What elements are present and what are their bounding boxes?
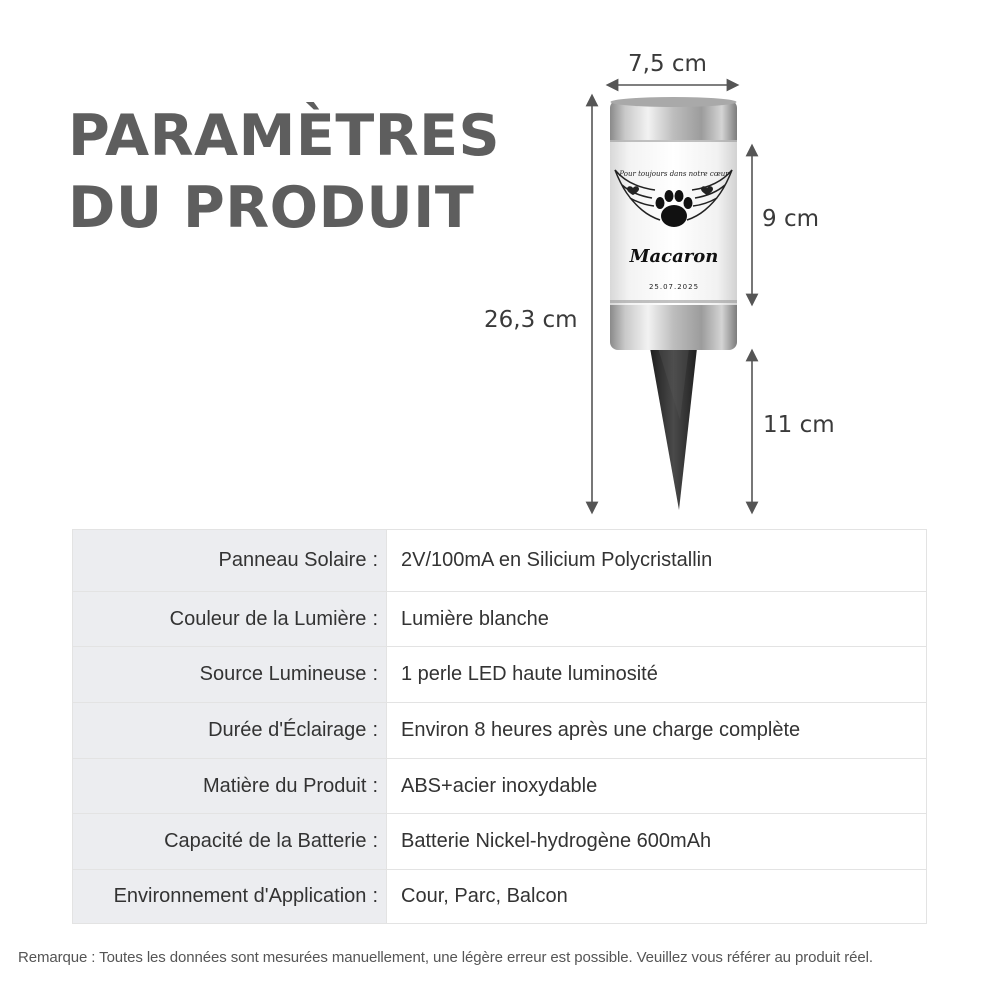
spec-separator: : (372, 607, 378, 630)
spec-value-cell (387, 759, 926, 813)
spec-key: Couleur de la Lumière (169, 607, 367, 630)
spec-key: Matière du Produit (203, 774, 367, 797)
disclaimer-note: Remarque : Toutes les données sont mesurées manuellement, une légère erreur est possible. Veuillez vous référer au produit réel. (18, 949, 873, 966)
spec-value: Batterie Nickel-hydrogène 600mAh (401, 830, 712, 852)
table-row (73, 530, 926, 592)
spec-separator: : (372, 774, 378, 797)
spec-key-cell (73, 530, 387, 591)
spec-value-cell (387, 703, 926, 758)
spec-key: Capacité de la Batterie (164, 830, 367, 852)
specs-table (72, 529, 927, 924)
table-row (73, 870, 926, 923)
spec-value: Cour, Parc, Balcon (401, 885, 568, 907)
spec-key-cell (73, 592, 387, 646)
total-height-label: 26,3 cm (484, 307, 578, 333)
spec-key-cell (73, 703, 387, 758)
spec-key: Durée d'Éclairage (208, 719, 367, 741)
spec-value-cell (387, 592, 926, 646)
spec-value-cell (387, 530, 926, 591)
label-tagline: Pour toujours dans notre cœur (619, 170, 729, 178)
width-label: 7,5 cm (628, 51, 707, 77)
spec-separator: : (372, 885, 378, 907)
spec-key-cell (73, 814, 387, 869)
panel-height-label: 9 cm (762, 206, 819, 232)
spec-key-cell (73, 647, 387, 702)
spec-value: Environ 8 heures après une charge complète (401, 719, 801, 741)
table-row (73, 592, 926, 647)
spec-key-cell (73, 870, 387, 923)
stake-height-label: 11 cm (763, 412, 835, 438)
spec-key-cell (73, 759, 387, 813)
spec-separator: : (372, 830, 378, 852)
table-row (73, 647, 926, 703)
spec-separator: : (372, 663, 378, 685)
spec-value-cell (387, 814, 926, 869)
spec-key: Environnement d'Application (113, 885, 367, 907)
table-row (73, 759, 926, 814)
label-date: 25.07.2025 (648, 283, 700, 291)
title-line-2: DU PRODUIT (68, 175, 475, 241)
spec-separator: : (372, 549, 378, 571)
spec-value: 2V/100mA en Silicium Polycristallin (401, 549, 713, 571)
spec-separator: : (372, 719, 378, 741)
spec-key: Source Lumineuse (199, 663, 367, 685)
table-row (73, 814, 926, 870)
label-name: Macaron (629, 246, 719, 267)
spec-value: Lumière blanche (401, 607, 549, 630)
title-line-1: PARAMÈTRES (68, 103, 501, 169)
spec-key: Panneau Solaire (218, 549, 367, 571)
spec-value: ABS+acier inoxydable (401, 774, 598, 797)
table-row (73, 703, 926, 759)
spec-value-cell (387, 647, 926, 702)
spec-value-cell (387, 870, 926, 923)
spec-value: 1 perle LED haute luminosité (401, 663, 658, 685)
